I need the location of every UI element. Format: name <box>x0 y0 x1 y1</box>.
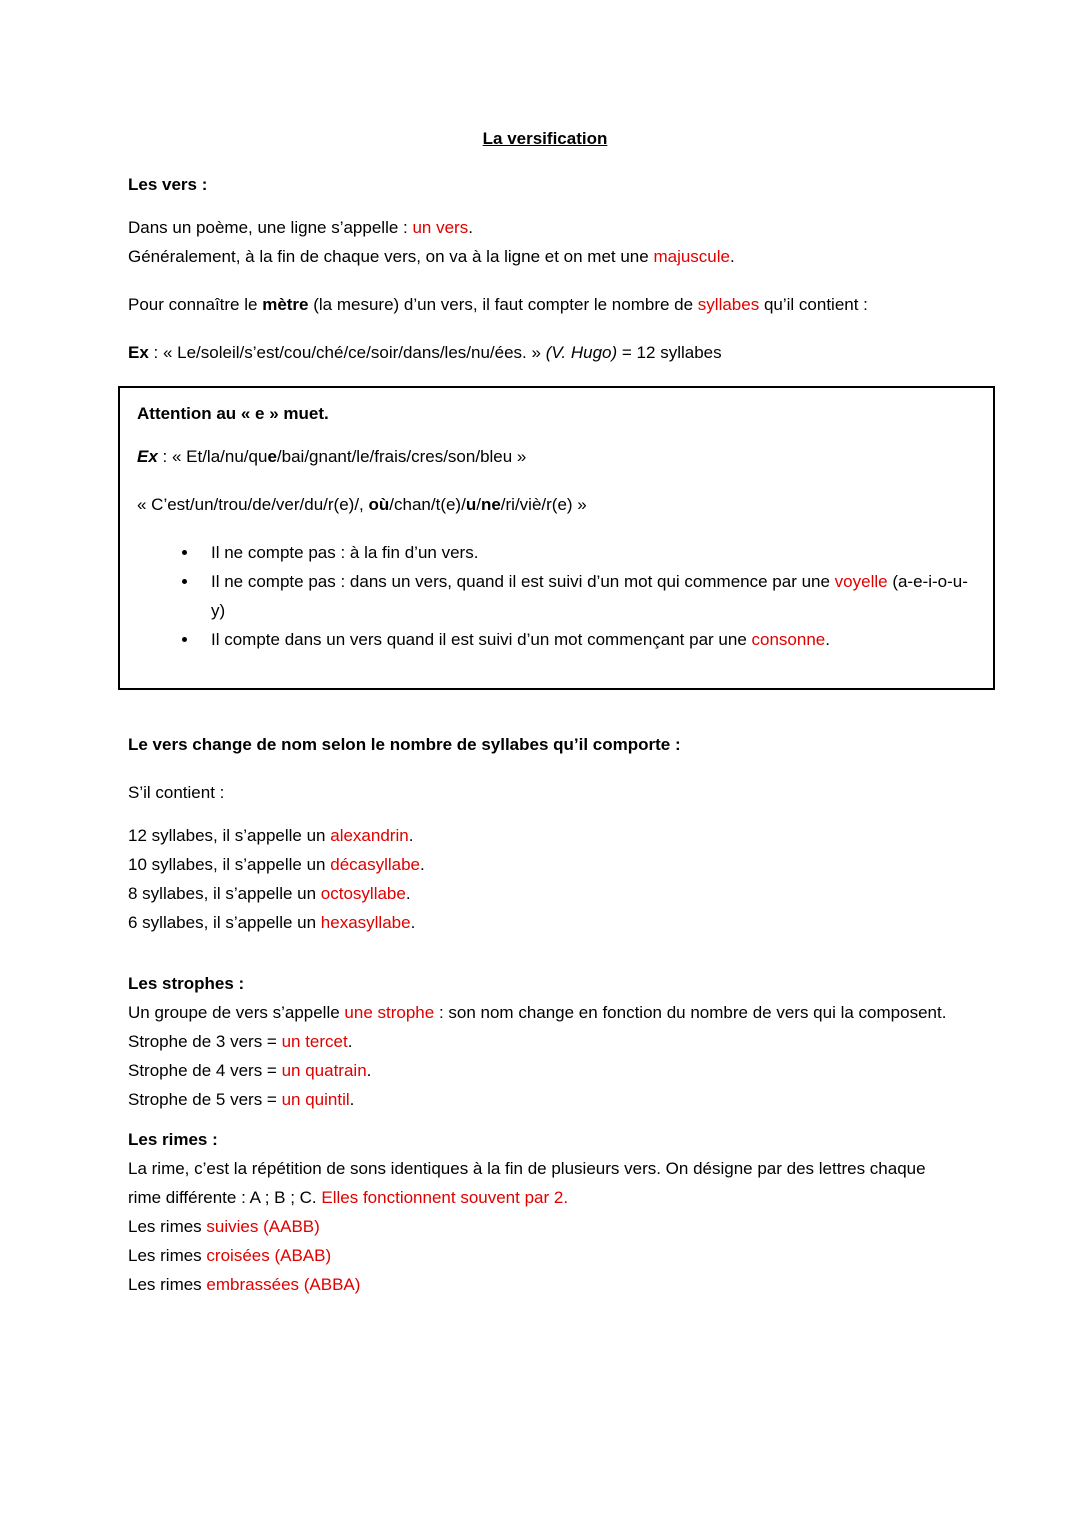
paragraph-exemple-e-muet-2 <box>137 490 971 519</box>
text-segment: : « Le/soleil/s’est/cou/ché/ce/soir/dans/les/nu/ées. » <box>148 343 546 362</box>
highlighted-term: majuscule <box>653 247 730 266</box>
bold-italic-term: Ex <box>137 447 158 466</box>
ligne-quintil <box>128 1085 962 1114</box>
paragraph-rime-definition <box>128 1154 962 1212</box>
highlighted-term: croisées (ABAB) <box>206 1246 332 1265</box>
text-segment: . <box>825 630 830 649</box>
text-segment: (a-e-i-o-u-y) <box>211 572 968 620</box>
rimes-section <box>128 1125 962 1299</box>
attention-box <box>118 386 995 690</box>
text-segment: Les rimes <box>128 1246 207 1265</box>
paragraph-vers-definition <box>128 213 962 271</box>
list-item <box>199 538 971 567</box>
text-segment: /ri/viè/r(e) » <box>500 495 587 514</box>
text-segment: . <box>366 1061 372 1080</box>
text-segment: . <box>420 855 425 874</box>
highlighted-term: consonne <box>751 630 826 649</box>
text-segment: Dans un poème, une ligne s’appelle : <box>128 218 413 237</box>
text-segment: La rime, c’est la répétition de sons identiques à la fin de plusieurs vers. On désigne par des lettres chaque rime différente : A ; B ; C. <box>128 1159 926 1207</box>
text-segment: 12 syllabes, il s’appelle un <box>128 826 331 845</box>
highlighted-term: un quatrain <box>281 1061 367 1080</box>
text-segment: = 12 syllabes <box>617 343 722 362</box>
text-segment: « C’est/un/trou/de/ver/du/r(e)/, <box>137 495 369 514</box>
list-item <box>199 567 971 625</box>
strophes-section <box>128 969 962 1114</box>
paragraph-sil-contient: S’il contient : <box>128 783 225 802</box>
highlighted-term: suivies (AABB) <box>206 1217 320 1236</box>
text-segment: Les rimes <box>128 1217 207 1236</box>
text-segment: Strophe de 3 vers = <box>128 1032 282 1051</box>
bold-term: où <box>368 495 390 514</box>
ligne-tercet <box>128 1027 962 1056</box>
paragraph-strophe-definition <box>128 998 962 1027</box>
highlighted-term: voyelle <box>834 572 888 591</box>
section-heading-les-vers: Les vers : <box>128 175 208 194</box>
section-heading-rimes: Les rimes : <box>128 1130 218 1149</box>
text-segment: . <box>349 1090 355 1109</box>
text-segment: Les rimes <box>128 1275 207 1294</box>
highlighted-term: une strophe <box>344 1003 435 1022</box>
text-segment: . <box>405 884 411 903</box>
document-title: La versification <box>482 129 608 148</box>
highlighted-term: décasyllabe <box>330 855 421 874</box>
bold-term: mètre <box>262 295 309 314</box>
ligne-quatrain <box>128 1056 962 1085</box>
highlighted-term: hexasyllabe <box>320 913 411 932</box>
text-segment: /bai/gnant/le/frais/cres/son/bleu » <box>276 447 527 466</box>
bold-term: Ex <box>128 343 149 362</box>
text-segment: Il ne compte pas : dans un vers, quand il est suivi d’un mot qui commence par une <box>211 572 835 591</box>
text-segment: Généralement, à la fin de chaque vers, on va à la ligne et on met une <box>128 247 654 266</box>
text-segment: qu’il contient : <box>759 295 868 314</box>
text-segment: . <box>347 1032 353 1051</box>
bold-term: e <box>267 447 277 466</box>
text-segment: Strophe de 5 vers = <box>128 1090 282 1109</box>
liste-noms-de-vers <box>128 821 962 937</box>
list-item <box>199 625 971 654</box>
text-segment: 8 syllabes, il s’appelle un <box>128 884 321 903</box>
highlighted-term: un quintil <box>281 1090 350 1109</box>
text-segment: Un groupe de vers s’appelle <box>128 1003 345 1022</box>
text-segment: /chan/t(e)/ <box>389 495 466 514</box>
highlighted-term: embrassées (ABBA) <box>206 1275 361 1294</box>
section-heading-noms-de-vers: Le vers change de nom selon le nombre de syllabes qu’il comporte : <box>128 735 681 754</box>
text-segment: . <box>730 247 735 266</box>
ligne-rimes-embrassees <box>128 1270 962 1299</box>
paragraph-exemple-e-muet-1 <box>137 442 971 471</box>
text-segment: Strophe de 4 vers = <box>128 1061 282 1080</box>
text-segment: . <box>410 913 416 932</box>
ligne-rimes-croisees <box>128 1241 962 1270</box>
text-segment: 6 syllabes, il s’appelle un <box>128 913 321 932</box>
text-segment: . <box>408 826 414 845</box>
text-segment: 10 syllabes, il s’appelle un <box>128 855 331 874</box>
paragraph-metre <box>128 290 962 319</box>
ligne-rimes-suivies <box>128 1212 962 1241</box>
highlighted-term: syllabes <box>697 295 760 314</box>
attention-rules-list <box>137 538 971 654</box>
highlighted-term: un vers <box>412 218 469 237</box>
italic-term: (V. Hugo) <box>545 343 618 362</box>
text-segment: (la mesure) d’un vers, il faut compter le nombre de <box>308 295 698 314</box>
text-segment: / <box>476 495 481 514</box>
bold-term: u <box>465 495 477 514</box>
section-heading-strophes: Les strophes : <box>128 974 245 993</box>
text-segment: Il compte dans un vers quand il est suivi d’un mot commençant par une <box>211 630 752 649</box>
text-segment: Pour connaître le <box>128 295 263 314</box>
text-segment: . <box>468 218 473 237</box>
highlighted-term: octosyllabe <box>320 884 406 903</box>
bold-term: ne <box>480 495 501 514</box>
text-segment: : « Et/la/nu/qu <box>157 447 268 466</box>
highlighted-term: un tercet <box>281 1032 348 1051</box>
text-segment: : son nom change en fonction du nombre de vers qui la composent. <box>434 1003 947 1022</box>
attention-box-heading: Attention au « e » muet. <box>137 404 329 423</box>
highlighted-term: alexandrin <box>330 826 409 845</box>
text-segment: Il ne compte pas : à la fin d’un vers. <box>211 543 479 562</box>
highlighted-term: Elles fonctionnent souvent par 2. <box>321 1188 569 1207</box>
paragraph-exemple-hugo <box>128 338 962 367</box>
